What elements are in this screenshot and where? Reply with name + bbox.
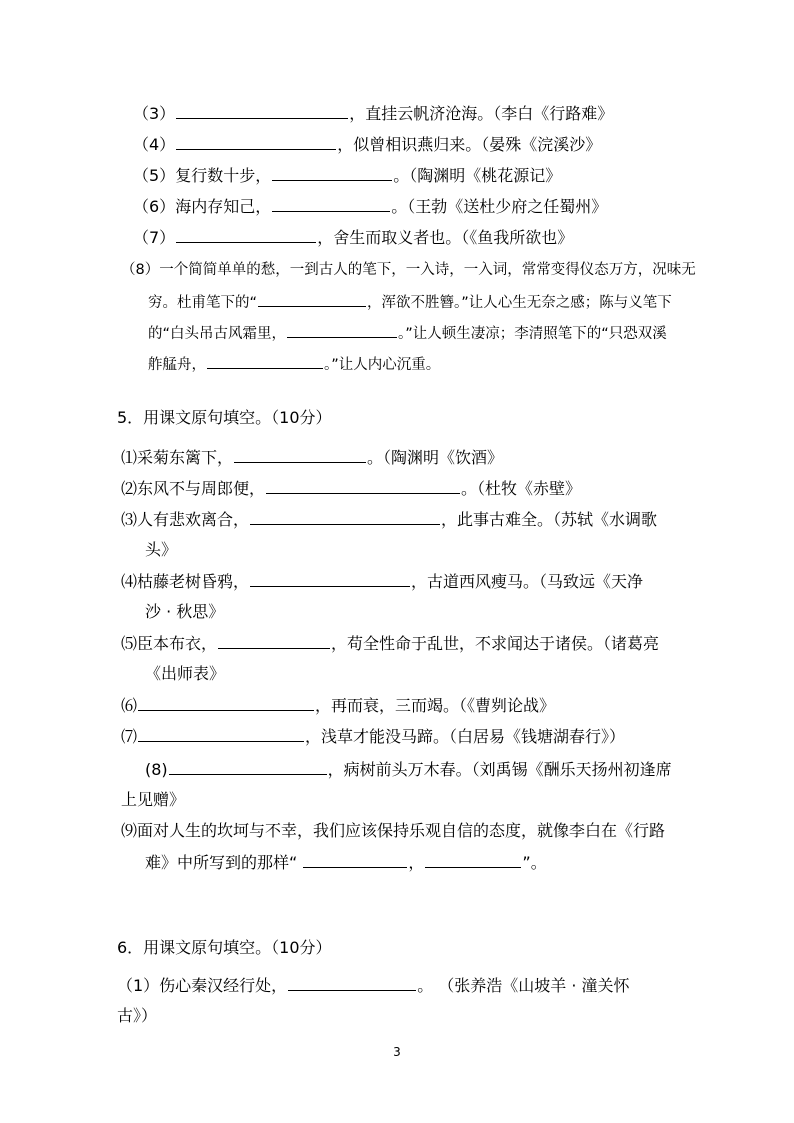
question-text: 。”让人内心沉重。 — [324, 357, 441, 373]
answer-blank[interactable] — [425, 852, 521, 868]
question-5-7 — [121, 726, 625, 747]
question-text: ⑹ — [121, 696, 138, 715]
answer-blank[interactable] — [272, 165, 392, 181]
question-text: 难》中所写到的那样“ — [145, 853, 303, 872]
question-text: ， — [408, 853, 425, 872]
question-5-8 — [145, 759, 672, 780]
question-text: ，似曾相识燕归来。（晏殊《浣溪沙》 — [337, 135, 602, 154]
question-4-8-line1: （8）一个简简单单的愁，一到古人的笔下，一入诗，一入词，常常变得仪态万方，况味无 — [121, 262, 696, 278]
question-4-8-line2 — [148, 291, 672, 313]
answer-blank[interactable] — [169, 759, 327, 775]
question-text: ，此事古难全。（苏轼《水调歌 — [441, 510, 658, 529]
answer-blank[interactable] — [176, 227, 316, 243]
question-prefix: 复行数十步， — [175, 166, 272, 185]
question-4-8-line3 — [148, 322, 667, 344]
answer-blank[interactable] — [303, 852, 407, 868]
question-5-1 — [121, 447, 503, 468]
section-6-heading: 6．用课文原句填空。（10分） — [117, 938, 332, 957]
question-5-6 — [121, 695, 555, 716]
question-6-1 — [117, 975, 630, 996]
question-5-5 — [121, 633, 659, 654]
answer-blank[interactable] — [272, 196, 390, 212]
question-text: ，苟全性命于乱世，不求闻达于诸侯。（诸葛亮 — [331, 634, 660, 653]
question-text: ”。 — [522, 853, 547, 872]
question-text: 。（陶渊明《桃花源记》 — [393, 166, 562, 185]
answer-blank[interactable] — [266, 478, 460, 494]
question-text: ，病树前头万木春。（刘禹锡《酬乐天扬州初逢席 — [327, 760, 672, 779]
question-4-5 — [133, 165, 561, 186]
answer-blank[interactable] — [138, 695, 314, 711]
question-number: （4） — [133, 135, 176, 154]
question-text: ⑶人有悲欢离合， — [121, 510, 250, 529]
question-4-6 — [133, 196, 607, 217]
question-text: ⑸臣本布衣， — [121, 634, 218, 653]
question-text: 的“白头吊古风霜里， — [148, 326, 287, 342]
question-text: ，浅草才能没马蹄。（白居易《钱塘湖春行》） — [305, 727, 626, 746]
question-number: （5） — [133, 166, 176, 185]
answer-blank[interactable] — [176, 103, 348, 119]
answer-blank[interactable] — [218, 633, 330, 649]
question-6-1-cont: 古》） — [117, 1006, 158, 1025]
answer-blank[interactable] — [250, 509, 440, 525]
question-text: 舴艋舟， — [148, 357, 206, 373]
question-text: 穷。杜甫笔下的“ — [148, 295, 258, 311]
question-4-3 — [133, 103, 613, 124]
question-text: ⑺ — [121, 727, 138, 746]
answer-blank[interactable] — [138, 726, 304, 742]
question-text: 。（杜牧《赤壁》 — [461, 479, 582, 498]
question-text: 。（王勃《送杜少府之任蜀州》 — [391, 197, 608, 216]
answer-blank[interactable] — [287, 322, 397, 338]
question-text: ，再而衰，三而竭。（《曹刿论战》 — [315, 696, 556, 715]
question-text: （1）伤心秦汉经行处， — [117, 976, 288, 995]
answer-blank[interactable] — [288, 975, 416, 991]
answer-blank[interactable] — [234, 447, 366, 463]
question-text: ⑷枯藤老树昏鸦， — [121, 572, 250, 591]
question-text: 。（陶渊明《饮酒》 — [367, 448, 504, 467]
question-4-8-line4 — [148, 353, 440, 375]
question-text: ，古道西风瘦马。（马致远《天净 — [411, 572, 644, 591]
question-text: ，浑欲不胜簪。”让人心生无奈之感；陈与义笔下 — [367, 295, 672, 311]
answer-blank[interactable] — [250, 571, 410, 587]
question-5-8-cont: 上见赠》 — [121, 790, 186, 809]
question-number: （7） — [133, 228, 176, 247]
question-text: (8) — [145, 760, 168, 779]
question-number: （3） — [133, 104, 176, 123]
answer-blank[interactable] — [207, 353, 323, 369]
answer-blank[interactable] — [258, 291, 366, 307]
section-5-heading: 5．用课文原句填空。（10分） — [117, 408, 332, 427]
question-5-9-line2 — [145, 852, 547, 873]
question-5-3-cont: 头》 — [145, 540, 178, 559]
question-text: ⑴采菊东篱下， — [121, 448, 234, 467]
question-text: ，舍生而取义者也。（《鱼我所欲也》 — [317, 228, 574, 247]
question-5-4-cont: 沙 · 秋思》 — [145, 602, 225, 621]
question-text: ，直挂云帆济沧海。（李白《行路难》 — [349, 104, 614, 123]
question-5-9-line1: ⑼面对人生的坎坷与不幸，我们应该保持乐观自信的态度，就像李白在《行路 — [121, 821, 666, 840]
question-4-4 — [133, 134, 601, 155]
question-5-3 — [121, 509, 657, 530]
answer-blank[interactable] — [176, 134, 336, 150]
question-5-2 — [121, 478, 581, 499]
question-text: ⑵东风不与周郎便， — [121, 479, 266, 498]
question-number: （6） — [133, 197, 176, 216]
question-prefix: 海内存知己， — [175, 197, 272, 216]
question-5-4 — [121, 571, 643, 592]
question-4-7 — [133, 227, 573, 248]
question-text: 。 （张养浩《山坡羊 · 潼关怀 — [417, 976, 630, 995]
page-number: 3 — [393, 1045, 401, 1059]
question-text: 。”让人顿生凄凉；李清照笔下的“只恐双溪 — [398, 326, 667, 342]
question-5-5-cont: 《出师表》 — [145, 664, 226, 683]
